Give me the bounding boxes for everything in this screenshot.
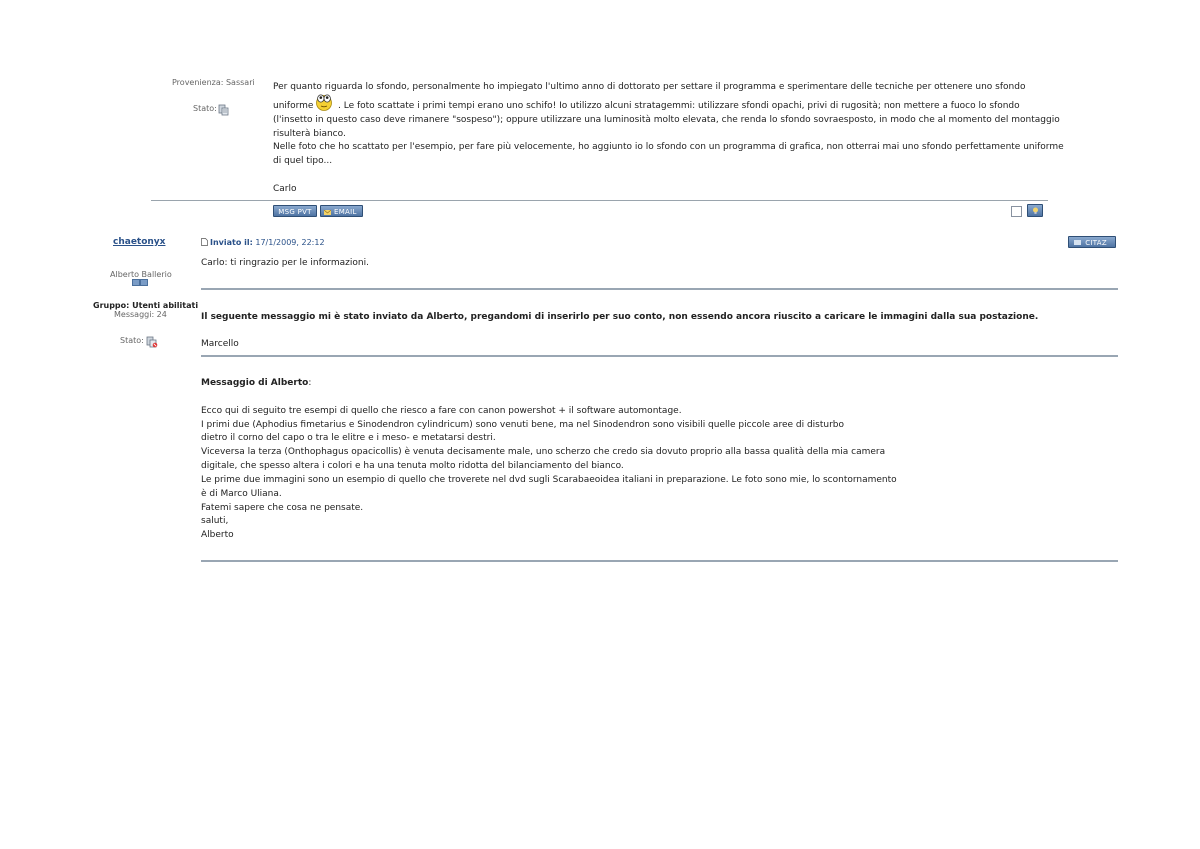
forwarded-body-line: dietro il corno del capo o tra le elitre e i meso- e metatarsi destri. xyxy=(201,433,496,443)
sent-label: Inviato il: xyxy=(210,238,253,247)
post2-signature: Marcello xyxy=(201,339,239,349)
status-offline-icon xyxy=(218,104,230,116)
forwarded-body-line: Viceversa la terza (Onthophagus opacicollis) è venuta decisamente male, uno scherzo che credo sia dovuto proprio alla bassa qualità della mia camera xyxy=(201,447,886,457)
forwarded-notice: Il seguente messaggio mi è stato inviato da Alberto, pregandomi di inserirlo per suo conto, non essendo ancora riuscito a caricare le immagini dalla sua postazione. xyxy=(201,312,1039,322)
forwarded-body-line: è di Marco Uliana. xyxy=(201,489,282,499)
lightbulb-icon xyxy=(1032,207,1039,214)
quote-label: CITAZ xyxy=(1085,239,1107,247)
forwarded-body-line: Le prime due immagini sono un esempio di quello che troverete nel dvd sugli Scarabaeoidea italiani in preparazione. Le foto sono mie, lo scontornamento xyxy=(201,475,897,485)
post1-signature: Carlo xyxy=(273,184,297,194)
post1-line-4: risulterà bianco. xyxy=(273,129,346,139)
poster-provenance: Provenienza: Sassari xyxy=(172,78,255,87)
forwarded-title: Messaggio di Alberto xyxy=(201,378,309,388)
private-message-button[interactable] xyxy=(273,205,317,217)
post1-line-3: (l'insetto in questo caso deve rimanere "sospeso"); oppure utilizzare una luminosità molto elevata, che renda lo sfondo sovraesposto, in modo che al momento del montaggio xyxy=(273,115,1060,125)
post1-line-2-prefix: uniforme xyxy=(273,101,314,111)
quote-divider-top xyxy=(201,288,1118,290)
forwarded-body-line: Alberto xyxy=(201,530,234,540)
email-button[interactable] xyxy=(320,205,363,217)
poster-message-count: Messaggi: 24 xyxy=(114,310,167,319)
sent-date: 17/1/2009, 22:12 xyxy=(255,238,325,247)
rolling-eyes-smiley-icon xyxy=(314,93,334,111)
private-message-label: MSG PVT xyxy=(278,208,312,216)
post-divider xyxy=(151,200,1048,201)
email-label: EMAIL xyxy=(334,208,357,216)
select-post-checkbox[interactable] xyxy=(1011,206,1022,217)
forwarded-title-colon: : xyxy=(308,378,312,388)
rank-pip-icon xyxy=(132,279,140,286)
status-label: Stato: xyxy=(120,336,144,345)
quote-divider-bottom xyxy=(201,560,1118,562)
envelope-icon xyxy=(324,210,331,215)
post1-line-5: Nelle foto che ho scattato per l'esempio, per fare più velocemente, ho aggiunto io lo sfondo con un programma di grafica, non otterrai mai uno sfondo perfettamente uniforme xyxy=(273,142,1064,152)
post-sent-line xyxy=(210,238,325,247)
poster-username-link[interactable]: chaetonyx xyxy=(113,237,166,247)
post1-line-2: . Le foto scattate i primi tempi erano uno schifo! Io utilizzo alcuni stratagemmi: utilizzare sfondi opachi, privi di rugosità; non mettere a fuoco lo sfondo xyxy=(338,101,1020,111)
status-offline-icon xyxy=(146,336,158,348)
status-label: Stato: xyxy=(193,104,217,113)
forwarded-body-line: digitale, che spesso altera i colori e ha una tenuta molto ridotta del bilanciamento del bianco. xyxy=(201,461,624,471)
quote-divider-middle xyxy=(201,355,1118,357)
poster-realname: Alberto Ballerio xyxy=(110,270,172,279)
quote-icon xyxy=(1074,240,1081,245)
poster-group: Gruppo: Utenti abilitati xyxy=(93,301,199,310)
quote-button[interactable] xyxy=(1068,236,1116,248)
post2-intro: Carlo: ti ringrazio per le informazioni. xyxy=(201,258,369,268)
forwarded-body-line: saluti, xyxy=(201,516,229,526)
forwarded-body-line: Ecco qui di seguito tre esempi di quello che riesco a fare con canon powershot + il software automontage. xyxy=(201,406,682,416)
forwarded-body-line: Fatemi sapere che cosa ne pensate. xyxy=(201,503,364,513)
report-button[interactable] xyxy=(1027,204,1043,217)
post1-line-6: di quel tipo... xyxy=(273,156,333,166)
forwarded-title-line xyxy=(201,377,311,391)
rank-pip-icon xyxy=(140,279,148,286)
post-document-icon xyxy=(201,238,208,246)
forwarded-body-line: I primi due (Aphodius fimetarius e Sinodendron cylindricum) sono venuti bene, ma nel Sinodendron sono visibili quelle piccole aree di disturbo xyxy=(201,420,845,430)
post1-line-1: Per quanto riguarda lo sfondo, personalmente ho impiegato l'ultimo anno di dottorato per settare il programma e sperimentare delle tecniche per ottenere uno sfondo xyxy=(273,82,1026,92)
